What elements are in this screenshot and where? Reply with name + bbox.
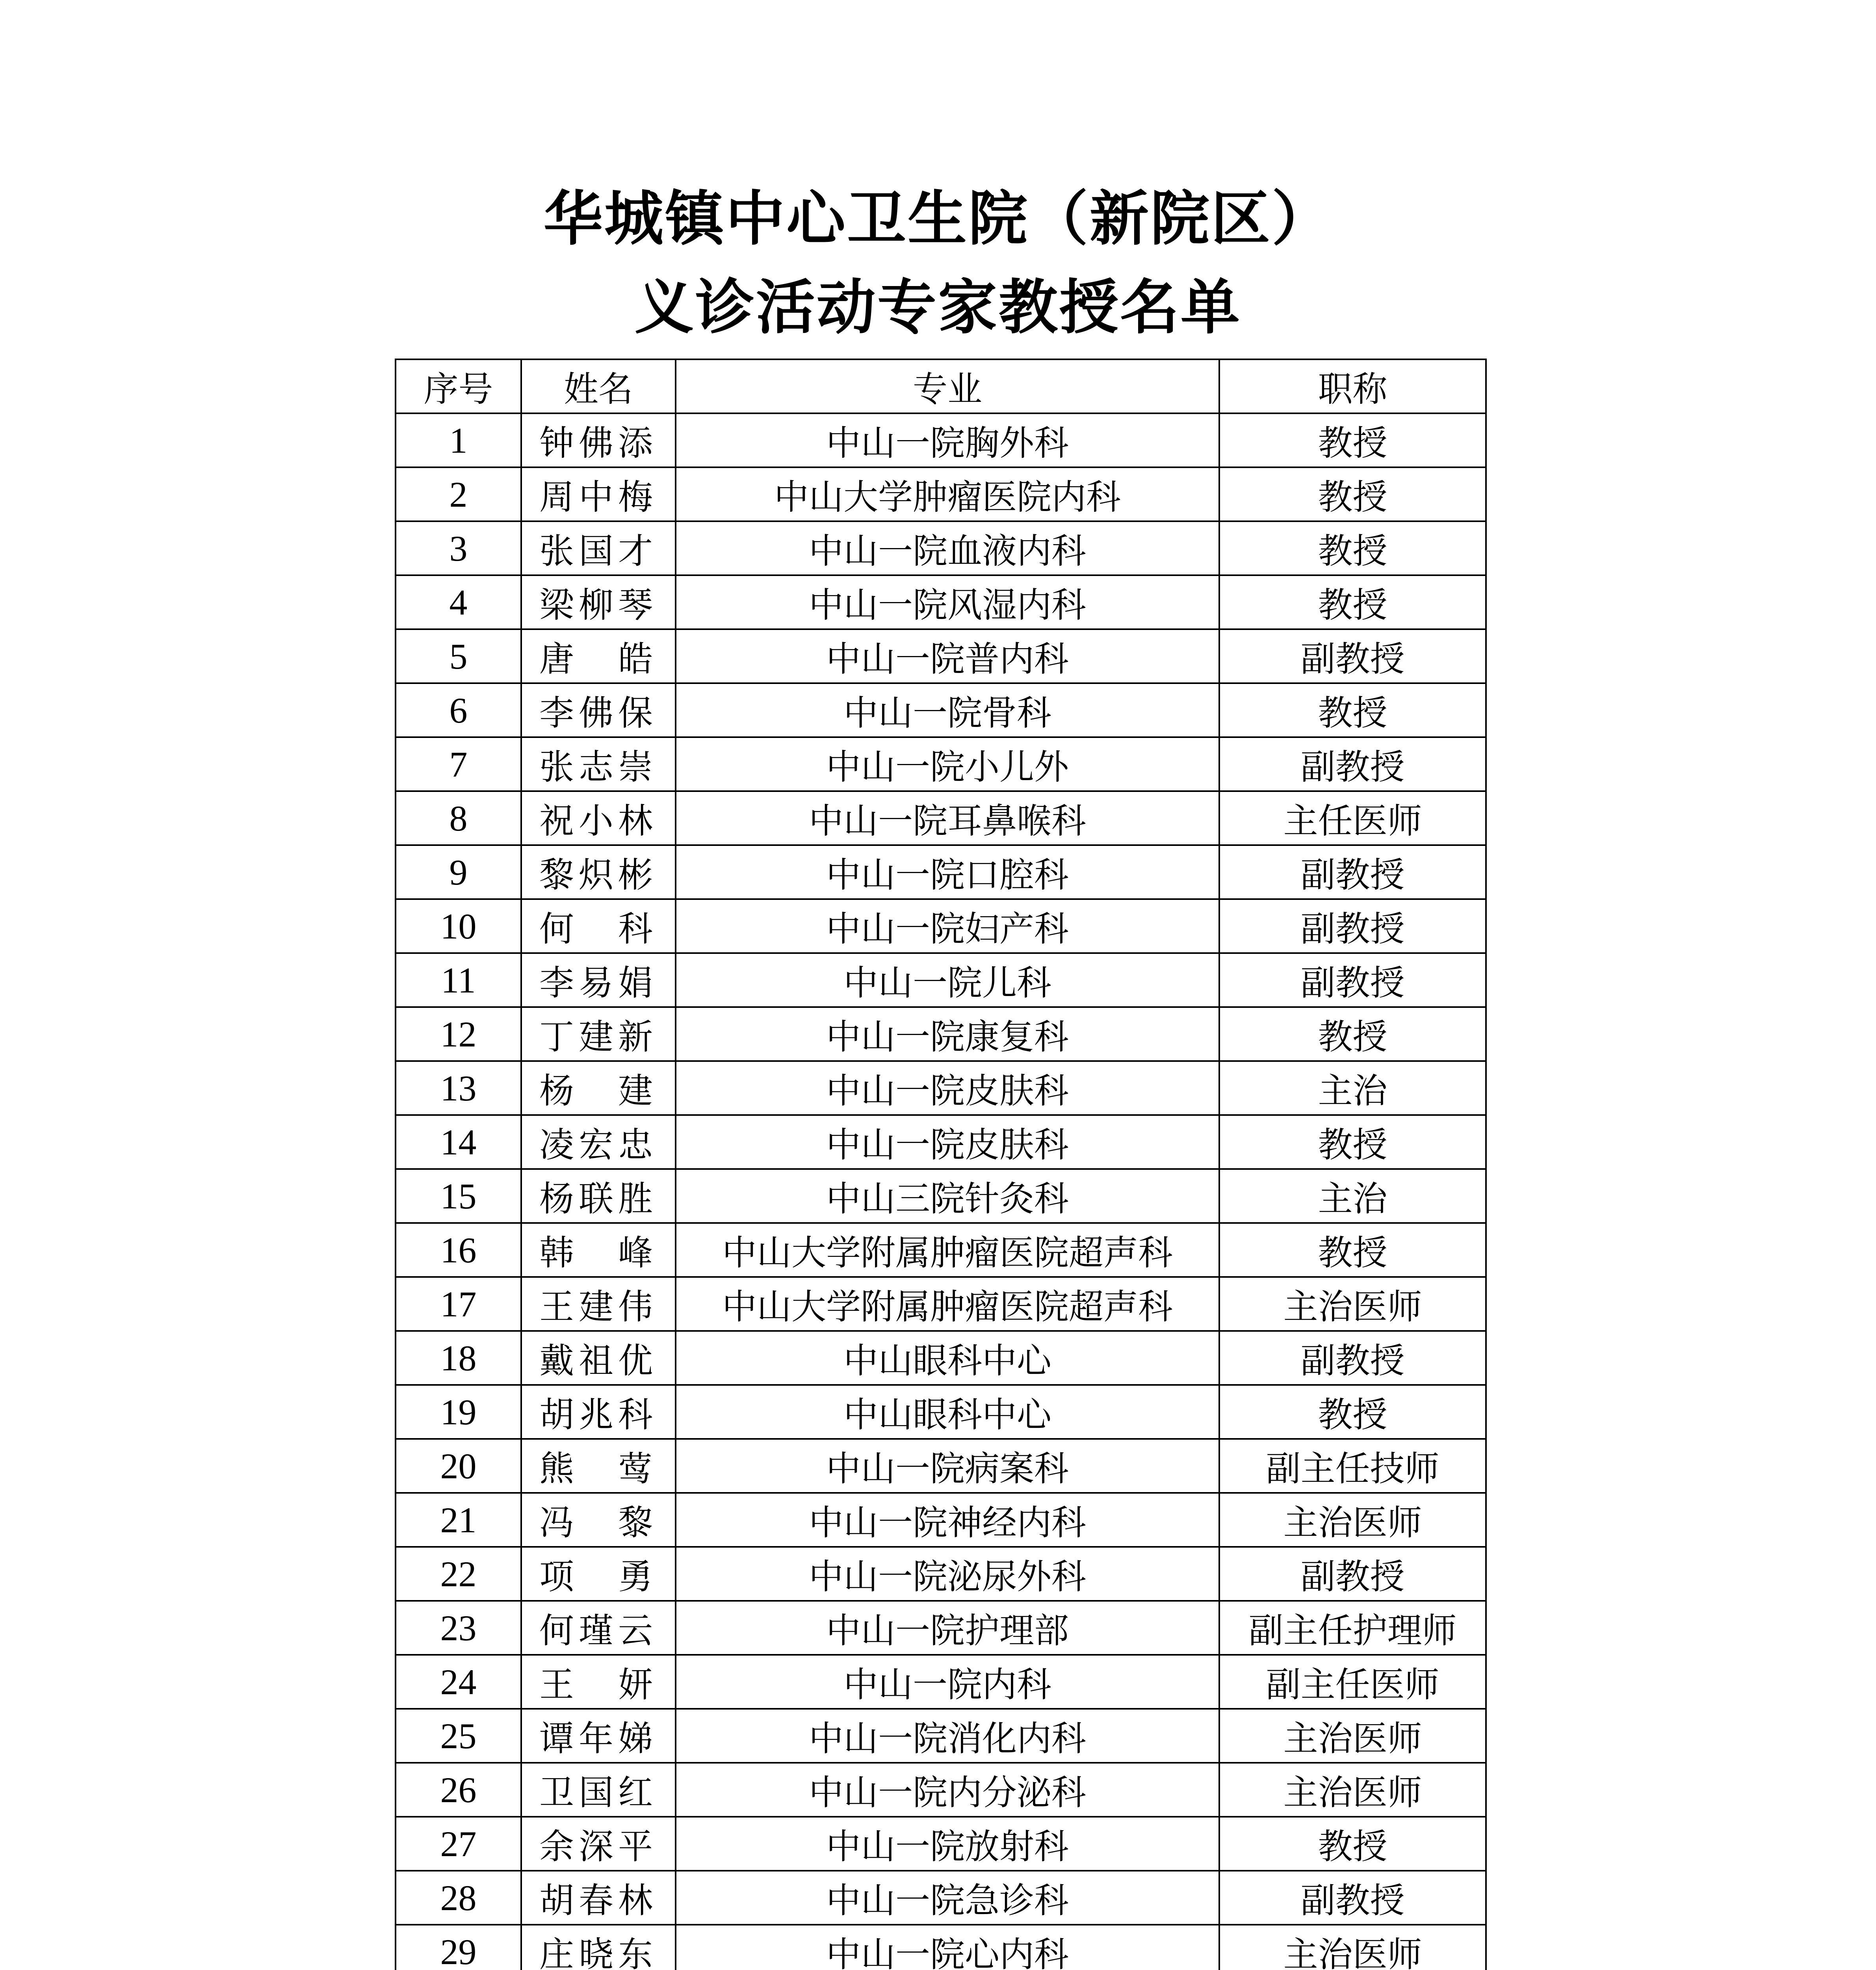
header-specialty: 专业: [676, 359, 1219, 413]
name-cell: 韩 峰: [521, 1223, 676, 1277]
serial-number-cell: 16: [396, 1223, 521, 1277]
serial-number-cell: 26: [396, 1763, 521, 1817]
specialty-cell: 中山大学肿瘤医院内科: [676, 467, 1219, 521]
serial-number-cell: 7: [396, 737, 521, 791]
professional-title-cell: 副主任医师: [1219, 1655, 1486, 1709]
table-row: [396, 1601, 1486, 1655]
specialty-cell: 中山一院皮肤科: [676, 1061, 1219, 1115]
professional-title-cell: 教授: [1219, 1817, 1486, 1871]
name-cell: 熊 莺: [521, 1439, 676, 1493]
serial-number-cell: 3: [396, 521, 521, 575]
professional-title-cell: 教授: [1219, 521, 1486, 575]
table-row: [396, 953, 1486, 1007]
professional-title-cell: 副主任护理师: [1219, 1601, 1486, 1655]
specialty-cell: 中山一院放射科: [676, 1817, 1219, 1871]
professional-title-cell: 教授: [1219, 1223, 1486, 1277]
professional-title-cell: 主治医师: [1219, 1925, 1486, 1970]
table-row: [396, 845, 1486, 899]
table-row: [396, 1061, 1486, 1115]
expert-roster-table: [395, 359, 1487, 1970]
serial-number-cell: 20: [396, 1439, 521, 1493]
serial-number-cell: 9: [396, 845, 521, 899]
specialty-cell: 中山一院骨科: [676, 683, 1219, 737]
name-cell: 王建伟: [521, 1277, 676, 1331]
table-row: [396, 791, 1486, 845]
professional-title-cell: 副教授: [1219, 1331, 1486, 1385]
serial-number-cell: 1: [396, 413, 521, 467]
name-cell: 黎炽彬: [521, 845, 676, 899]
name-cell: 钟佛添: [521, 413, 676, 467]
professional-title-cell: 主治医师: [1219, 1709, 1486, 1763]
serial-number-cell: 14: [396, 1115, 521, 1169]
name-cell: 张志崇: [521, 737, 676, 791]
name-cell: 张国才: [521, 521, 676, 575]
serial-number-cell: 6: [396, 683, 521, 737]
specialty-cell: 中山眼科中心: [676, 1385, 1219, 1439]
serial-number-cell: 29: [396, 1925, 521, 1970]
serial-number-cell: 12: [396, 1007, 521, 1061]
name-cell: 唐 皓: [521, 629, 676, 683]
specialty-cell: 中山大学附属肿瘤医院超声科: [676, 1277, 1219, 1331]
name-cell: 戴祖优: [521, 1331, 676, 1385]
specialty-cell: 中山一院泌尿外科: [676, 1547, 1219, 1601]
name-cell: 项 勇: [521, 1547, 676, 1601]
professional-title-cell: 主任医师: [1219, 791, 1486, 845]
name-cell: 胡兆科: [521, 1385, 676, 1439]
name-cell: 余深平: [521, 1817, 676, 1871]
table-row: [396, 1439, 1486, 1493]
professional-title-cell: 副教授: [1219, 737, 1486, 791]
professional-title-cell: 副教授: [1219, 629, 1486, 683]
specialty-cell: 中山一院胸外科: [676, 413, 1219, 467]
name-cell: 冯 黎: [521, 1493, 676, 1547]
table-row: [396, 1223, 1486, 1277]
professional-title-cell: 副教授: [1219, 1871, 1486, 1925]
table-row: [396, 1925, 1486, 1970]
professional-title-cell: 主治医师: [1219, 1493, 1486, 1547]
table-row: [396, 1007, 1486, 1061]
table-row: [396, 1169, 1486, 1223]
specialty-cell: 中山一院消化内科: [676, 1709, 1219, 1763]
serial-number-cell: 18: [396, 1331, 521, 1385]
name-cell: 丁建新: [521, 1007, 676, 1061]
professional-title-cell: 教授: [1219, 575, 1486, 629]
name-cell: 周中梅: [521, 467, 676, 521]
specialty-cell: 中山一院小儿外: [676, 737, 1219, 791]
serial-number-cell: 23: [396, 1601, 521, 1655]
name-cell: 何 科: [521, 899, 676, 953]
table-row: [396, 899, 1486, 953]
specialty-cell: 中山一院皮肤科: [676, 1115, 1219, 1169]
serial-number-cell: 8: [396, 791, 521, 845]
specialty-cell: 中山一院神经内科: [676, 1493, 1219, 1547]
professional-title-cell: 教授: [1219, 1007, 1486, 1061]
table-row: [396, 1763, 1486, 1817]
table-row: [396, 467, 1486, 521]
professional-title-cell: 教授: [1219, 413, 1486, 467]
specialty-cell: 中山一院普内科: [676, 629, 1219, 683]
serial-number-cell: 11: [396, 953, 521, 1007]
specialty-cell: 中山一院急诊科: [676, 1871, 1219, 1925]
specialty-cell: 中山一院康复科: [676, 1007, 1219, 1061]
serial-number-cell: 17: [396, 1277, 521, 1331]
specialty-cell: 中山一院内分泌科: [676, 1763, 1219, 1817]
professional-title-cell: 教授: [1219, 467, 1486, 521]
table-row: [396, 413, 1486, 467]
name-cell: 凌宏忠: [521, 1115, 676, 1169]
serial-number-cell: 10: [396, 899, 521, 953]
table-row: [396, 1385, 1486, 1439]
professional-title-cell: 主治医师: [1219, 1763, 1486, 1817]
specialty-cell: 中山一院心内科: [676, 1925, 1219, 1970]
table-row: [396, 575, 1486, 629]
table-row: [396, 1493, 1486, 1547]
specialty-cell: 中山一院儿科: [676, 953, 1219, 1007]
table-row: [396, 1655, 1486, 1709]
name-cell: 祝小林: [521, 791, 676, 845]
name-cell: 李佛保: [521, 683, 676, 737]
serial-number-cell: 27: [396, 1817, 521, 1871]
name-cell: 胡春林: [521, 1871, 676, 1925]
table-row: [396, 1115, 1486, 1169]
professional-title-cell: 教授: [1219, 1385, 1486, 1439]
name-cell: 杨联胜: [521, 1169, 676, 1223]
serial-number-cell: 4: [396, 575, 521, 629]
table-row: [396, 629, 1486, 683]
professional-title-cell: 副教授: [1219, 899, 1486, 953]
table-row: [396, 1547, 1486, 1601]
header-serial-number: 序号: [396, 359, 521, 413]
professional-title-cell: 副教授: [1219, 953, 1486, 1007]
professional-title-cell: 副教授: [1219, 845, 1486, 899]
specialty-cell: 中山一院护理部: [676, 1601, 1219, 1655]
name-cell: 卫国红: [521, 1763, 676, 1817]
name-cell: 李易娟: [521, 953, 676, 1007]
professional-title-cell: 副主任技师: [1219, 1439, 1486, 1493]
document-title-line-2: 义诊活动专家教授名单: [634, 273, 1241, 342]
table-row: [396, 1277, 1486, 1331]
header-name: 姓名: [521, 359, 676, 413]
header-professional-title: 职称: [1219, 359, 1486, 413]
serial-number-cell: 24: [396, 1655, 521, 1709]
serial-number-cell: 15: [396, 1169, 521, 1223]
serial-number-cell: 5: [396, 629, 521, 683]
table-row: [396, 737, 1486, 791]
professional-title-cell: 主治医师: [1219, 1277, 1486, 1331]
name-cell: 王 妍: [521, 1655, 676, 1709]
professional-title-cell: 主治: [1219, 1061, 1486, 1115]
table-row: [396, 521, 1486, 575]
specialty-cell: 中山一院口腔科: [676, 845, 1219, 899]
specialty-cell: 中山一院内科: [676, 1655, 1219, 1709]
specialty-cell: 中山三院针灸科: [676, 1169, 1219, 1223]
table-row: [396, 1817, 1486, 1871]
table-row: [396, 683, 1486, 737]
table-body: [396, 413, 1486, 1970]
name-cell: 庄晓东: [521, 1925, 676, 1970]
document-title-line-1: 华城镇中心卫生院（新院区）: [543, 184, 1332, 253]
name-cell: 梁柳琴: [521, 575, 676, 629]
specialty-cell: 中山一院妇产科: [676, 899, 1219, 953]
serial-number-cell: 13: [396, 1061, 521, 1115]
specialty-cell: 中山一院病案科: [676, 1439, 1219, 1493]
professional-title-cell: 教授: [1219, 683, 1486, 737]
table-row: [396, 1331, 1486, 1385]
serial-number-cell: 25: [396, 1709, 521, 1763]
professional-title-cell: 教授: [1219, 1115, 1486, 1169]
name-cell: 谭年娣: [521, 1709, 676, 1763]
name-cell: 何瑾云: [521, 1601, 676, 1655]
table-row: [396, 1709, 1486, 1763]
table-header-row: [396, 359, 1486, 413]
professional-title-cell: 副教授: [1219, 1547, 1486, 1601]
specialty-cell: 中山一院血液内科: [676, 521, 1219, 575]
serial-number-cell: 21: [396, 1493, 521, 1547]
specialty-cell: 中山眼科中心: [676, 1331, 1219, 1385]
serial-number-cell: 22: [396, 1547, 521, 1601]
specialty-cell: 中山大学附属肿瘤医院超声科: [676, 1223, 1219, 1277]
table-row: [396, 1871, 1486, 1925]
serial-number-cell: 19: [396, 1385, 521, 1439]
serial-number-cell: 28: [396, 1871, 521, 1925]
serial-number-cell: 2: [396, 467, 521, 521]
specialty-cell: 中山一院耳鼻喉科: [676, 791, 1219, 845]
professional-title-cell: 主治: [1219, 1169, 1486, 1223]
specialty-cell: 中山一院风湿内科: [676, 575, 1219, 629]
name-cell: 杨 建: [521, 1061, 676, 1115]
